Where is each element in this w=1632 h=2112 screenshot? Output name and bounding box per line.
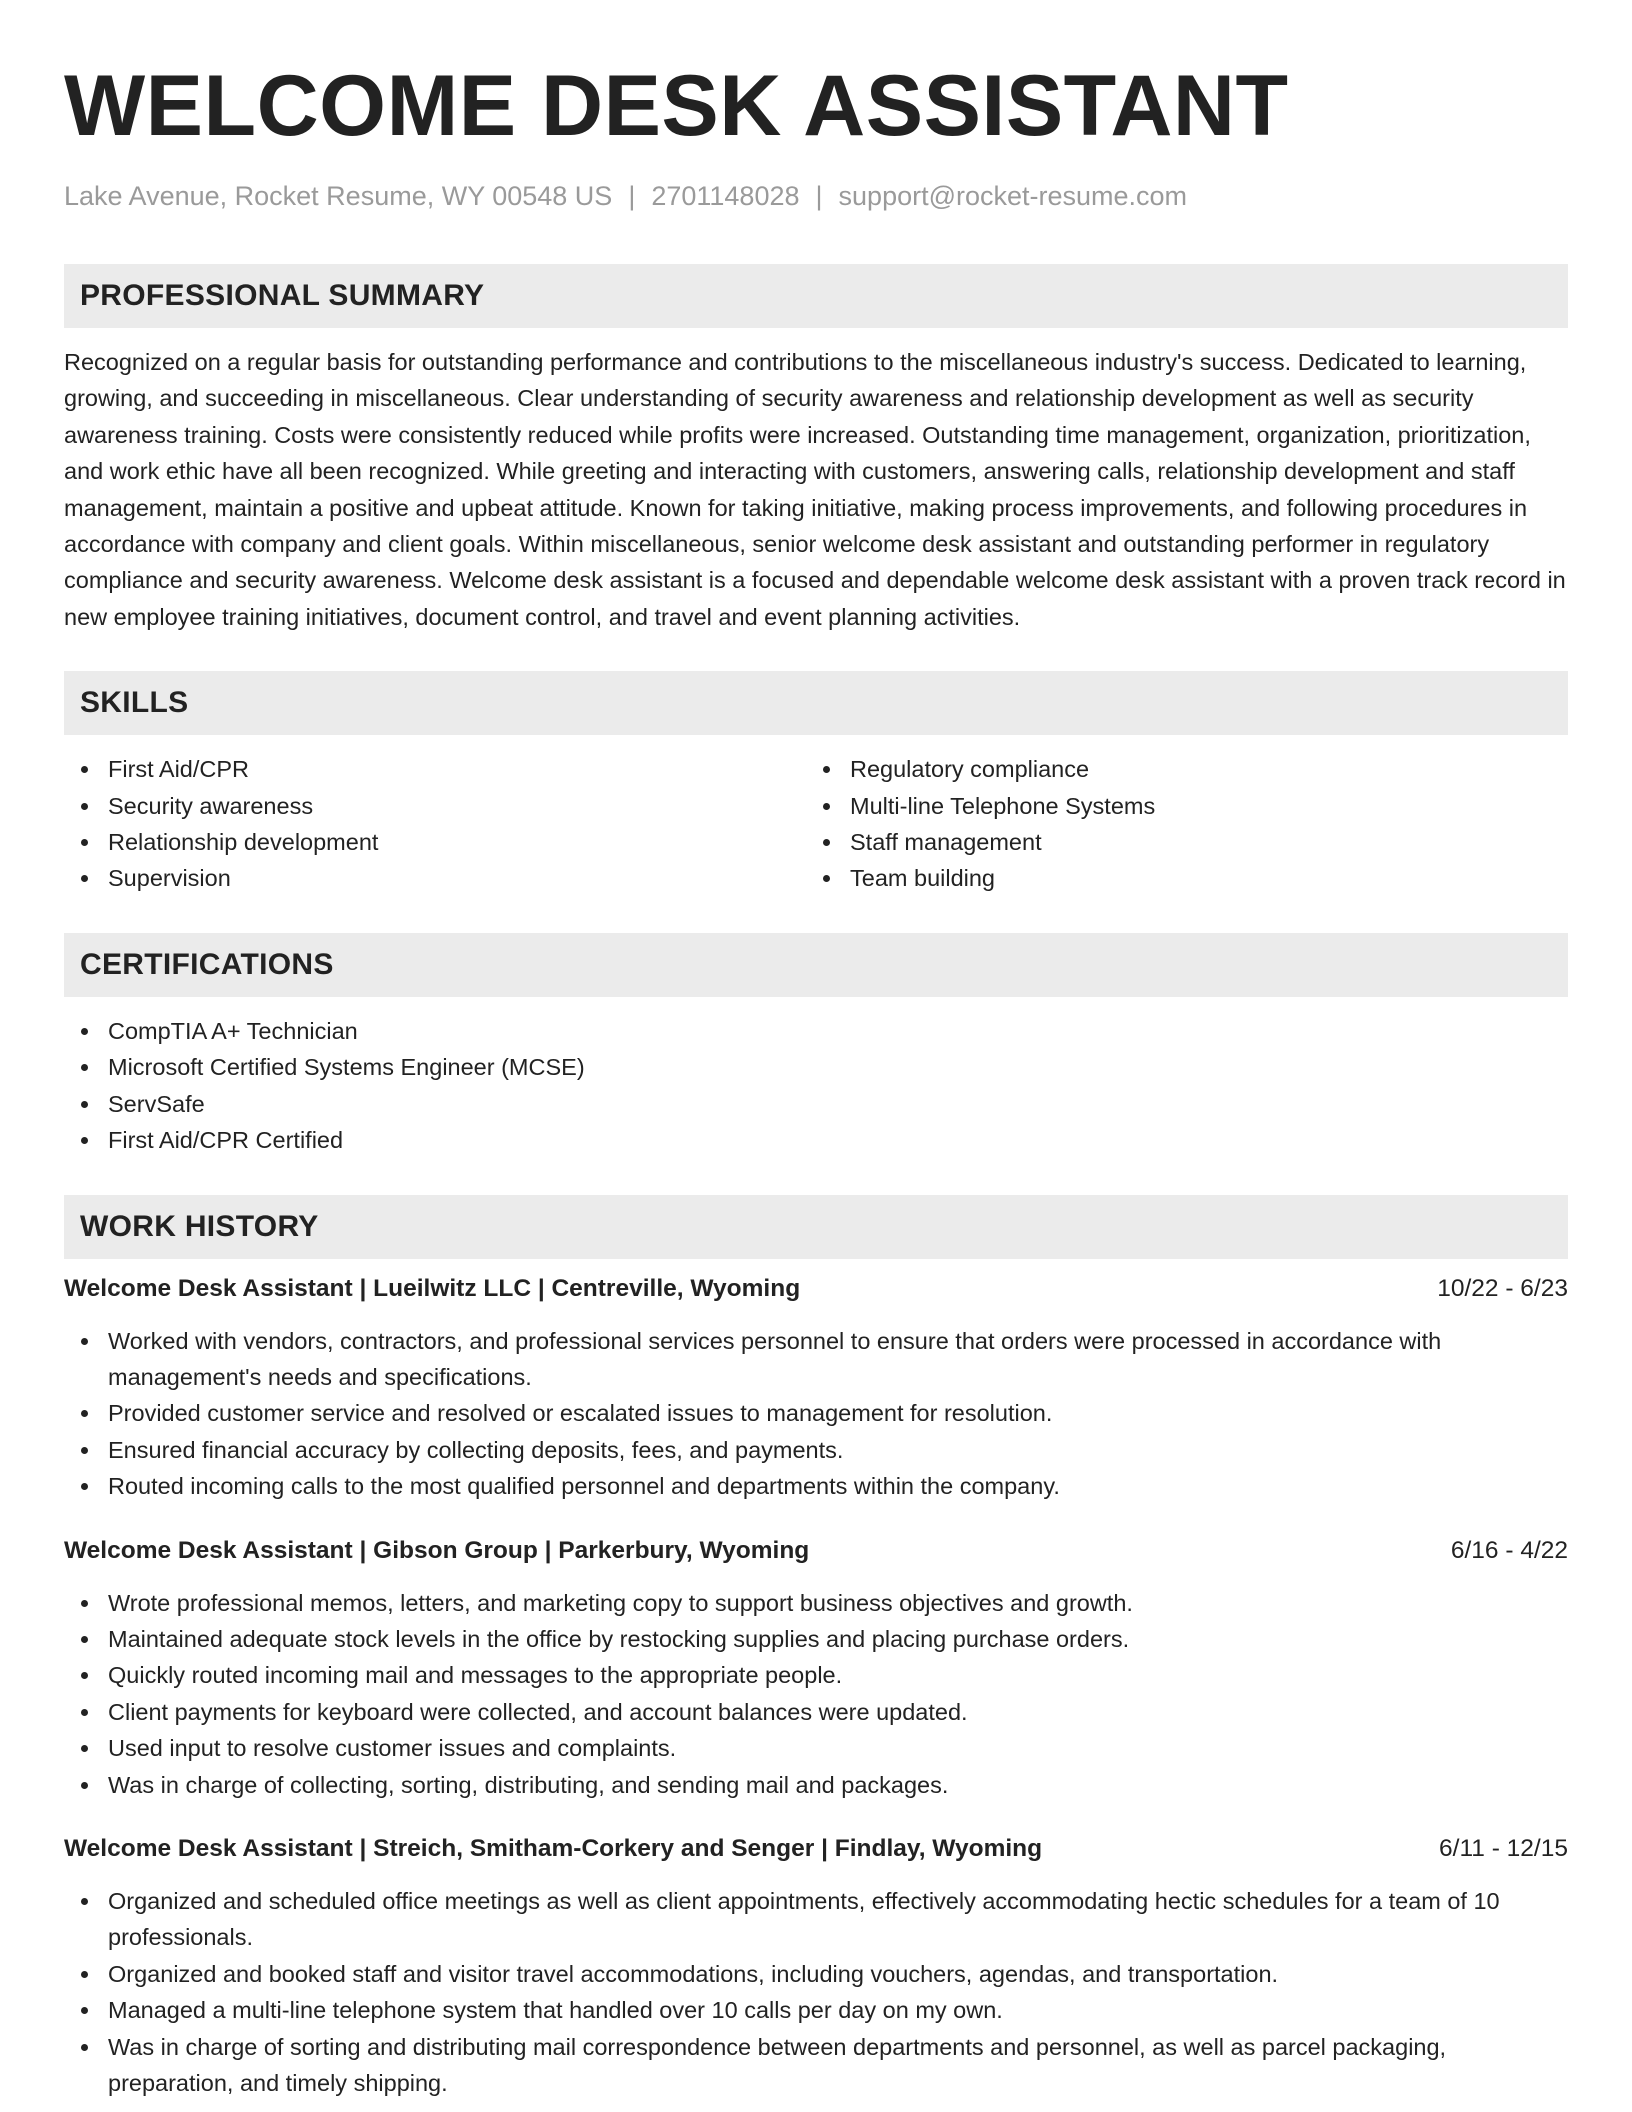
job-duty-item: Quickly routed incoming mail and messages to the appropriate people. <box>64 1657 1568 1693</box>
job-duty-item: Organized and booked staff and visitor travel accommodations, including vouchers, agendas, and transportation. <box>64 1956 1568 1992</box>
job-duties <box>64 1585 1568 1803</box>
job-duty-item: Was in charge of sorting and distributing mail correspondence between departments and personnel, as well as parcel packaging, preparation, and timely shipping. <box>64 2029 1568 2102</box>
job-duty-item: Was in charge of collecting, sorting, distributing, and sending mail and packages. <box>64 1767 1568 1803</box>
job-duty-item: Organized and scheduled office meetings as well as client appointments, effectively accommodating hectic schedules for a team of 10 professionals. <box>64 1883 1568 1956</box>
certifications-list <box>64 1013 1568 1159</box>
resume-name: WELCOME DESK ASSISTANT <box>64 58 1289 154</box>
contact-phone: 2701148028 <box>651 181 800 211</box>
skill-item: Regulatory compliance <box>806 751 1548 787</box>
job-dates: 6/16 - 4/22 <box>1450 1536 1568 1564</box>
job-duty-item: Client payments for keyboard were collected, and account balances were updated. <box>64 1694 1568 1730</box>
job-duty-item: Managed a multi-line telephone system that handled over 10 calls per day on my own. <box>64 1992 1568 2028</box>
contact-separator: | <box>628 181 636 211</box>
job-header <box>64 1271 1568 1307</box>
job-duty-item: Provided customer service and resolved or escalated issues to management for resolution. <box>64 1395 1568 1431</box>
job-title: Welcome Desk Assistant | Lueilwitz LLC | Centreville, Wyoming <box>64 1274 801 1302</box>
certification-item: Microsoft Certified Systems Engineer (MCSE) <box>64 1049 1568 1085</box>
contact-address: Lake Avenue, Rocket Resume, WY 00548 US <box>64 181 613 211</box>
job-dates: 6/11 - 12/15 <box>1439 1834 1568 1862</box>
skill-item: Security awareness <box>64 788 806 824</box>
certification-item: ServSafe <box>64 1086 1568 1122</box>
skill-item: Multi-line Telephone Systems <box>806 788 1548 824</box>
job-title: Welcome Desk Assistant | Gibson Group | Parkerbury, Wyoming <box>64 1536 810 1564</box>
skills-column-right <box>806 751 1548 897</box>
section-header-skills: SKILLS <box>64 671 1568 735</box>
job-title: Welcome Desk Assistant | Streich, Smitham-Corkery and Senger | Findlay, Wyoming <box>64 1834 1043 1862</box>
skill-item: Team building <box>806 860 1548 896</box>
certification-item: CompTIA A+ Technician <box>64 1013 1568 1049</box>
contact-email: support@rocket-resume.com <box>838 181 1188 211</box>
section-header-summary: PROFESSIONAL SUMMARY <box>64 264 1568 328</box>
summary-text: Recognized on a regular basis for outstanding performance and contributions to the miscellaneous industry's success. Dedicated to learning, growing, and succeeding in miscellaneous. Clear understanding of security awareness and relationship development as well as security awareness training. Costs were consistently reduced while profits were increased. Outstanding time management, organization, prioritization, and work ethic have all been recognized. While greeting and interacting with customers, answering calls, relationship development and staff management, maintain a positive and upbeat attitude. Known for taking initiative, making process improvements, and following procedures in accordance with company and client goals. Within miscellaneous, senior welcome desk assistant and outstanding performer in regulatory compliance and security awareness. Welcome desk assistant is a focused and dependable welcome desk assistant with a proven track record in new employee training initiatives, document control, and travel and event planning activities. <box>64 349 1566 630</box>
skills-column-left <box>64 751 806 897</box>
job-duty-item: Ensured financial accuracy by collecting deposits, fees, and payments. <box>64 1432 1568 1468</box>
job-dates: 10/22 - 6/23 <box>1437 1274 1568 1302</box>
job-duties <box>64 1883 1568 2101</box>
skill-item: Relationship development <box>64 824 806 860</box>
job-duty-item: Used input to resolve customer issues and complaints. <box>64 1730 1568 1766</box>
section-header-work-history: WORK HISTORY <box>64 1195 1568 1259</box>
job-duty-item: Worked with vendors, contractors, and professional services personnel to ensure that orders were processed in accordance with management's needs and specifications. <box>64 1323 1568 1396</box>
job-duty-item: Maintained adequate stock levels in the office by restocking supplies and placing purchase orders. <box>64 1621 1568 1657</box>
skill-item: Supervision <box>64 860 806 896</box>
job-duty-item: Wrote professional memos, letters, and marketing copy to support business objectives and growth. <box>64 1585 1568 1621</box>
job-entry <box>64 1271 1568 1505</box>
skills-list <box>64 751 1568 897</box>
job-entry <box>64 1533 1568 1803</box>
contact-separator: | <box>815 181 823 211</box>
job-duty-item: Routed incoming calls to the most qualified personnel and departments within the company. <box>64 1468 1568 1504</box>
job-duties <box>64 1323 1568 1505</box>
contact-line <box>64 178 1568 214</box>
job-entry <box>64 1831 1568 2101</box>
skill-item: First Aid/CPR <box>64 751 806 787</box>
section-header-certifications: CERTIFICATIONS <box>64 933 1568 997</box>
certification-item: First Aid/CPR Certified <box>64 1122 1568 1158</box>
job-header <box>64 1533 1568 1569</box>
job-header <box>64 1831 1568 1867</box>
skill-item: Staff management <box>806 824 1548 860</box>
